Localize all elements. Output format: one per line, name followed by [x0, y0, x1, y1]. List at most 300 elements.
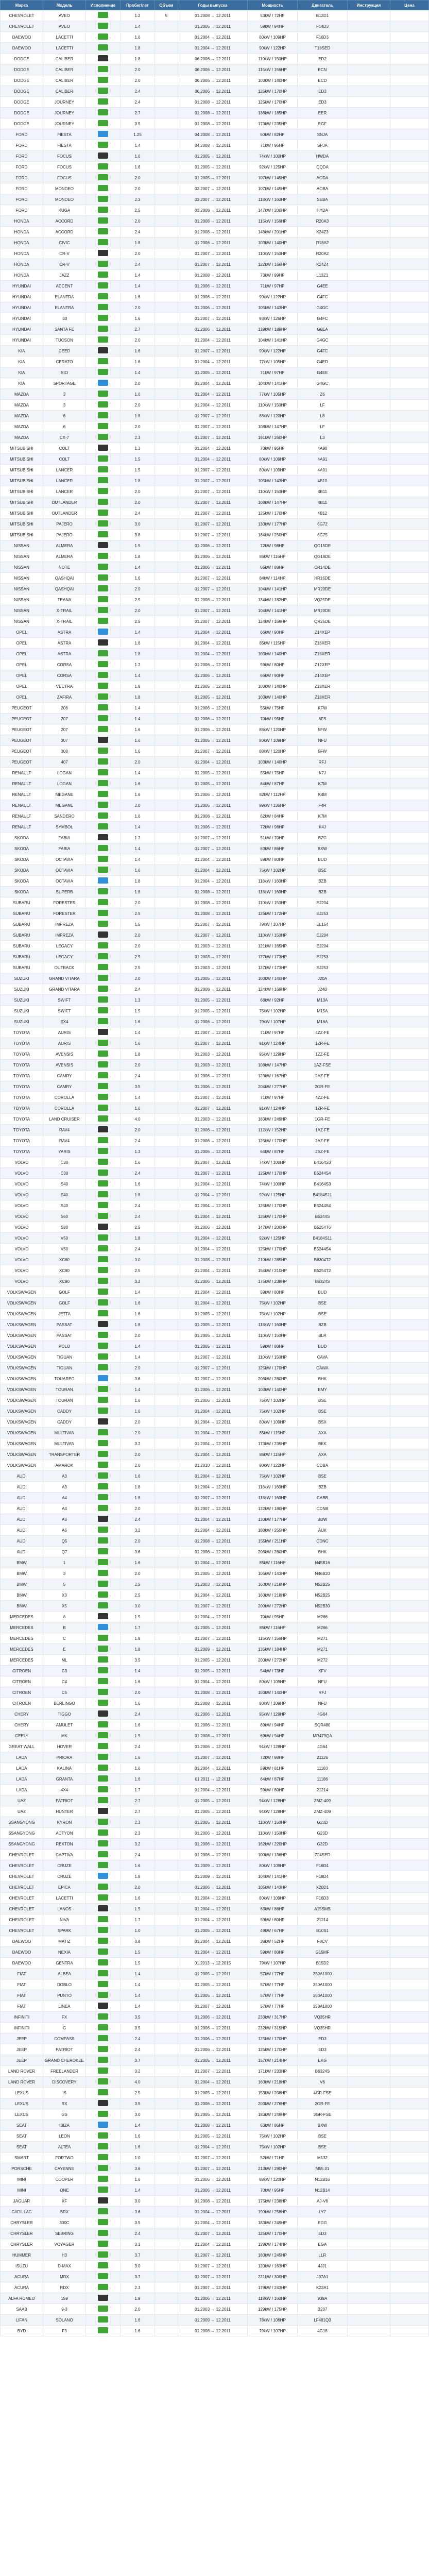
table-cell: [390, 1352, 429, 1363]
table-cell: AVEO: [43, 10, 86, 21]
table-cell: 2.0: [121, 64, 155, 75]
table-cell: [348, 584, 390, 595]
table-cell: 01.2004 → 12.2011: [178, 757, 248, 768]
table-cell: 4G64: [298, 1741, 348, 1752]
table-cell: [390, 2001, 429, 2012]
table-cell: 2.0: [121, 1363, 155, 1374]
table-cell: 1.8: [121, 1633, 155, 1644]
table-cell: [155, 1936, 178, 1947]
table-cell: 4ZZ-FE: [298, 1027, 348, 1038]
table-cell: [390, 1319, 429, 1330]
table-cell: [390, 2131, 429, 2142]
table-row: [1, 1990, 429, 2001]
table-cell: AUDI: [1, 1503, 43, 1514]
table-cell: 79kW / 107HP: [248, 1016, 298, 1027]
table-cell: 11183: [298, 1763, 348, 1774]
table-cell: EGG: [298, 2217, 348, 2228]
table-cell: [86, 789, 121, 800]
table-cell: 82kW / 112HP: [248, 789, 298, 800]
table-cell: [86, 1309, 121, 1319]
table-cell: [348, 1428, 390, 1438]
table-cell: [155, 746, 178, 757]
table-cell: [348, 1190, 390, 1200]
table-cell: [390, 714, 429, 724]
table-cell: 75kW / 102HP: [248, 1395, 298, 1406]
table-row: [1, 508, 429, 519]
table-cell: [390, 1590, 429, 1601]
table-cell: 01.2003 → 12.2011: [178, 1049, 248, 1060]
table-cell: 01.2005 → 12.2011: [178, 1666, 248, 1676]
table-cell: [155, 1536, 178, 1547]
table-cell: [390, 2250, 429, 2261]
table-cell: 2.0: [121, 400, 155, 411]
table-cell: BLR: [298, 1330, 348, 1341]
table-cell: [86, 638, 121, 649]
table-cell: [155, 1817, 178, 1828]
table-cell: 01.2007 → 12.2011: [178, 259, 248, 270]
table-cell: 110kW / 150HP: [248, 1330, 298, 1341]
table-cell: 1.8: [121, 238, 155, 248]
table-cell: CALIBER: [43, 64, 86, 75]
table-cell: VOLKSWAGEN: [1, 1330, 43, 1341]
table-cell: 01.2007 → 12.2011: [178, 248, 248, 259]
table-cell: F18D4: [298, 1871, 348, 1882]
table-cell: TIGUAN: [43, 1363, 86, 1374]
table-cell: [155, 367, 178, 378]
table-cell: DOBLO: [43, 1979, 86, 1990]
table-cell: V50: [43, 1233, 86, 1244]
table-cell: [86, 302, 121, 313]
table-cell: [390, 1211, 429, 1222]
table-row: [1, 2185, 429, 2196]
variant-badge: [98, 1808, 108, 1814]
table-cell: 90kW / 122HP: [248, 292, 298, 302]
variant-badge: [98, 2046, 108, 2052]
table-cell: 55kW / 75HP: [248, 768, 298, 778]
table-cell: FORESTER: [43, 908, 86, 919]
table-cell: 01.2005 → 12.2011: [178, 735, 248, 746]
table-cell: [390, 1979, 429, 1990]
table-cell: JOURNEY: [43, 97, 86, 108]
table-cell: [390, 595, 429, 605]
table-cell: AURIS: [43, 1027, 86, 1038]
variant-badge: [98, 423, 108, 429]
table-cell: [348, 259, 390, 270]
table-cell: [86, 1990, 121, 2001]
variant-badge: [98, 1916, 108, 1922]
table-cell: 01.2004 → 12.2011: [178, 1438, 248, 1449]
table-cell: [390, 476, 429, 486]
table-row: [1, 768, 429, 778]
table-cell: 52kW / 71HP: [248, 2153, 298, 2163]
table-cell: [390, 1904, 429, 1914]
table-cell: 2.0: [121, 486, 155, 497]
table-cell: [348, 1655, 390, 1666]
table-cell: [155, 1222, 178, 1233]
variant-badge: [98, 2132, 108, 2139]
variant-badge: [98, 1440, 108, 1446]
table-cell: 1.4: [121, 140, 155, 151]
table-cell: [390, 2272, 429, 2282]
table-cell: 4B12: [298, 508, 348, 519]
table-cell: [86, 1179, 121, 1190]
table-row: [1, 584, 429, 595]
table-cell: 03.2008 → 12.2011: [178, 205, 248, 216]
table-row: [1, 1904, 429, 1914]
table-cell: [348, 205, 390, 216]
table-cell: [86, 86, 121, 97]
table-cell: 160kW / 218HP: [248, 2077, 298, 2088]
table-cell: 03.2007 → 12.2011: [178, 183, 248, 194]
table-cell: NFU: [298, 1698, 348, 1709]
variant-badge: [98, 445, 108, 451]
table-cell: [390, 2109, 429, 2120]
table-cell: LACETTI: [43, 1893, 86, 1904]
table-cell: CAMRY: [43, 1081, 86, 1092]
table-cell: 01.2007 → 12.2011: [178, 2001, 248, 2012]
variant-badge: [98, 185, 108, 191]
table-cell: 2.0: [121, 1125, 155, 1136]
table-cell: SUBARU: [1, 919, 43, 930]
table-cell: 72kW / 98HP: [248, 540, 298, 551]
table-cell: [390, 270, 429, 281]
table-cell: [86, 1655, 121, 1666]
table-cell: 5: [155, 10, 178, 21]
table-cell: B4164S3: [298, 1179, 348, 1190]
table-cell: 2.0: [121, 183, 155, 194]
table-cell: 1.4: [121, 714, 155, 724]
table-cell: 2.4: [121, 2228, 155, 2239]
table-cell: CR14DE: [298, 562, 348, 573]
table-cell: 4B11: [298, 497, 348, 508]
table-cell: HOVER: [43, 1741, 86, 1752]
variant-badge: [98, 109, 108, 115]
table-cell: [390, 843, 429, 854]
table-cell: [390, 1384, 429, 1395]
table-cell: 2.4: [121, 1514, 155, 1525]
table-cell: [86, 595, 121, 605]
variant-badge: [98, 1537, 108, 1544]
table-cell: 01.2007 → 12.2011: [178, 1601, 248, 1612]
table-cell: [86, 389, 121, 400]
table-cell: 01.2006 → 12.2011: [178, 2185, 248, 2196]
table-cell: 104kW / 141HP: [248, 605, 298, 616]
table-cell: 1.6: [121, 746, 155, 757]
table-row: [1, 2023, 429, 2033]
table-row: [1, 540, 429, 551]
table-cell: [155, 584, 178, 595]
table-cell: VOYAGER: [43, 2239, 86, 2250]
table-cell: [86, 97, 121, 108]
table-cell: 59kW / 80HP: [248, 854, 298, 865]
table-cell: 01.2004 → 12.2011: [178, 1893, 248, 1904]
table-cell: 01.2006 → 12.2011: [178, 2174, 248, 2185]
table-cell: 1.4: [121, 1979, 155, 1990]
table-cell: ACTYON: [43, 1828, 86, 1839]
table-cell: 2.0: [121, 1060, 155, 1071]
table-cell: N12B14: [298, 2185, 348, 2196]
table-cell: 72kW / 98HP: [248, 1752, 298, 1763]
table-cell: [86, 670, 121, 681]
variant-badge: [98, 2111, 108, 2117]
table-cell: [390, 757, 429, 768]
table-cell: [348, 1016, 390, 1027]
table-cell: [348, 973, 390, 984]
table-cell: 01.2010 → 12.2011: [178, 1460, 248, 1471]
table-cell: [348, 1146, 390, 1157]
table-cell: 72kW / 98HP: [248, 822, 298, 833]
table-cell: [390, 75, 429, 86]
table-cell: [155, 129, 178, 140]
table-cell: LF: [298, 421, 348, 432]
table-cell: B5244S4: [298, 1244, 348, 1255]
table-cell: F16D4: [298, 1860, 348, 1871]
table-cell: [86, 1276, 121, 1287]
table-cell: [155, 1795, 178, 1806]
table-cell: 74kW / 100HP: [248, 151, 298, 162]
table-cell: SEBA: [298, 194, 348, 205]
variant-badge: [98, 1732, 108, 1738]
table-cell: 1.6: [121, 1774, 155, 1785]
table-cell: 1.4: [121, 854, 155, 865]
variant-badge: [98, 1202, 108, 1208]
table-cell: [155, 616, 178, 627]
variant-badge: [98, 1548, 108, 1554]
table-cell: [155, 649, 178, 659]
table-cell: [86, 1352, 121, 1363]
table-cell: RIO: [43, 367, 86, 378]
variant-badge: [98, 477, 108, 483]
table-cell: 173kW / 235HP: [248, 118, 298, 129]
table-cell: [155, 2282, 178, 2293]
table-cell: [348, 616, 390, 627]
table-cell: 130kW / 177HP: [248, 519, 298, 530]
table-cell: 1.4: [121, 670, 155, 681]
table-cell: [86, 1839, 121, 1850]
table-cell: [86, 1363, 121, 1374]
table-row: [1, 1071, 429, 1081]
table-row: [1, 248, 429, 259]
table-cell: [390, 1644, 429, 1655]
table-cell: AXA: [298, 1449, 348, 1460]
table-cell: ELANTRA: [43, 302, 86, 313]
table-row: [1, 194, 429, 205]
variant-badge: [98, 1050, 108, 1057]
table-cell: [390, 1882, 429, 1893]
table-cell: B6324S: [298, 2066, 348, 2077]
table-row: [1, 1114, 429, 1125]
table-cell: 2.4: [121, 508, 155, 519]
table-cell: 01.2007 → 12.2011: [178, 1752, 248, 1763]
table-cell: LANCER: [43, 476, 86, 486]
table-cell: [390, 1666, 429, 1676]
table-cell: 90kW / 122HP: [248, 1460, 298, 1471]
table-cell: [86, 1633, 121, 1644]
table-cell: 125kW / 170HP: [248, 2033, 298, 2044]
table-cell: 01.2006 → 12.2011: [178, 2044, 248, 2055]
table-cell: [155, 227, 178, 238]
variant-badge: [98, 1343, 108, 1349]
table-cell: 188kW / 255HP: [248, 1525, 298, 1536]
table-cell: [348, 2293, 390, 2304]
table-cell: F4R: [298, 800, 348, 811]
table-cell: QASHQAI: [43, 573, 86, 584]
table-cell: [348, 822, 390, 833]
table-cell: VECTRA: [43, 681, 86, 692]
table-cell: 01.2003 → 12.2011: [178, 962, 248, 973]
table-cell: [86, 1146, 121, 1157]
table-cell: [348, 1958, 390, 1969]
table-cell: Q5: [43, 1536, 86, 1547]
table-cell: [390, 2196, 429, 2207]
table-cell: [348, 1785, 390, 1795]
table-cell: MERCEDES: [1, 1644, 43, 1655]
table-row: [1, 2239, 429, 2250]
table-cell: 4.0: [121, 1114, 155, 1125]
table-cell: ASTRA: [43, 649, 86, 659]
table-cell: 118kW / 160HP: [248, 876, 298, 887]
table-cell: 2.0: [121, 1449, 155, 1460]
table-cell: [86, 346, 121, 357]
variant-badge: [98, 618, 108, 624]
variant-badge: [98, 1927, 108, 1933]
table-cell: [155, 1925, 178, 1936]
table-cell: CHRYSLER: [1, 2217, 43, 2228]
table-cell: 8FS: [298, 714, 348, 724]
table-cell: [155, 714, 178, 724]
variant-badge: [98, 542, 108, 548]
table-cell: 1.25: [121, 129, 155, 140]
table-cell: TRANSPORTER: [43, 1449, 86, 1460]
table-cell: [390, 1038, 429, 1049]
table-cell: 01.2006 → 12.2011: [178, 724, 248, 735]
table-cell: [348, 2185, 390, 2196]
table-cell: [390, 205, 429, 216]
table-cell: X3: [43, 1590, 86, 1601]
table-cell: [390, 1893, 429, 1904]
table-cell: 4A91: [298, 454, 348, 465]
table-cell: 01.2004 → 12.2011: [178, 1265, 248, 1276]
table-cell: [86, 768, 121, 778]
table-cell: 78kW / 106HP: [248, 2315, 298, 2326]
table-row: [1, 1958, 429, 1969]
table-cell: 01.2006 → 12.2011: [178, 1071, 248, 1081]
table-row: [1, 1146, 429, 1157]
table-cell: [348, 941, 390, 952]
table-row: [1, 1547, 429, 1557]
table-cell: BXW: [298, 843, 348, 854]
table-cell: [86, 1850, 121, 1860]
table-cell: [86, 54, 121, 64]
table-cell: VOLKSWAGEN: [1, 1309, 43, 1319]
table-cell: ALMERA: [43, 540, 86, 551]
table-cell: 1.7: [121, 1622, 155, 1633]
table-cell: JAZZ: [43, 270, 86, 281]
table-cell: J37A1: [298, 2272, 348, 2282]
table-row: [1, 1557, 429, 1568]
table-cell: 124kW / 169HP: [248, 984, 298, 995]
table-row: [1, 2120, 429, 2131]
table-cell: [390, 1947, 429, 1958]
table-cell: [348, 962, 390, 973]
table-row: [1, 1016, 429, 1027]
table-cell: 3.2: [121, 1525, 155, 1536]
table-cell: GRANTA: [43, 1774, 86, 1785]
table-cell: [348, 735, 390, 746]
table-cell: [86, 1374, 121, 1384]
table-cell: CITROEN: [1, 1687, 43, 1698]
table-cell: 01.2005 → 12.2011: [178, 151, 248, 162]
table-cell: [86, 1384, 121, 1395]
table-cell: [390, 1298, 429, 1309]
table-cell: CHEVROLET: [1, 1904, 43, 1914]
table-cell: 2.0: [121, 941, 155, 952]
table-cell: [390, 497, 429, 508]
variant-badge: [98, 77, 108, 83]
table-cell: 01.2004 → 12.2011: [178, 443, 248, 454]
table-cell: 153kW / 208HP: [248, 2088, 298, 2098]
table-cell: 01.2007 → 12.2011: [178, 746, 248, 757]
variant-badge: [98, 2165, 108, 2171]
table-cell: [86, 1969, 121, 1979]
table-cell: [155, 1363, 178, 1374]
table-cell: 1.4: [121, 1666, 155, 1676]
table-cell: [348, 1222, 390, 1233]
table-cell: 01.2007 → 12.2011: [178, 584, 248, 595]
table-cell: [390, 1460, 429, 1471]
table-cell: 01.2006 → 12.2011: [178, 1276, 248, 1287]
table-row: [1, 64, 429, 75]
table-cell: [155, 1049, 178, 1060]
table-cell: [390, 627, 429, 638]
table-cell: FABIA: [43, 843, 86, 854]
table-cell: 126kW / 172HP: [248, 908, 298, 919]
table-cell: KYRON: [43, 1817, 86, 1828]
table-cell: 1.4: [121, 768, 155, 778]
table-cell: 01.2004 → 12.2011: [178, 1914, 248, 1925]
table-cell: [155, 1633, 178, 1644]
table-cell: 74kW / 100HP: [248, 1179, 298, 1190]
table-cell: [390, 443, 429, 454]
table-cell: [155, 1460, 178, 1471]
table-cell: 1.8: [121, 476, 155, 486]
table-cell: PORSCHE: [1, 2163, 43, 2174]
table-cell: IS: [43, 2088, 86, 2098]
variant-badge: [98, 2251, 108, 2258]
table-cell: [155, 1060, 178, 1071]
table-cell: 01.2003 → 12.2011: [178, 1579, 248, 1590]
table-cell: [348, 2088, 390, 2098]
table-cell: 1.5: [121, 1958, 155, 1969]
table-cell: HYUNDAI: [1, 281, 43, 292]
table-cell: DAEWOO: [1, 1936, 43, 1947]
table-row: [1, 573, 429, 584]
table-cell: [155, 1568, 178, 1579]
table-cell: 1: [43, 1557, 86, 1568]
table-cell: 110kW / 150HP: [248, 930, 298, 941]
table-cell: SAAB: [1, 2304, 43, 2315]
table-cell: 01.2007 → 12.2011: [178, 2163, 248, 2174]
table-cell: 1.6: [121, 1309, 155, 1319]
table-cell: AUDI: [1, 1547, 43, 1557]
table-cell: [86, 1817, 121, 1828]
table-cell: VOLKSWAGEN: [1, 1287, 43, 1298]
variant-badge: [98, 1397, 108, 1403]
table-row: [1, 1666, 429, 1676]
table-cell: 55kW / 75HP: [248, 703, 298, 714]
table-cell: 01.2006 → 12.2011: [178, 1016, 248, 1027]
variant-badge: [98, 737, 108, 743]
